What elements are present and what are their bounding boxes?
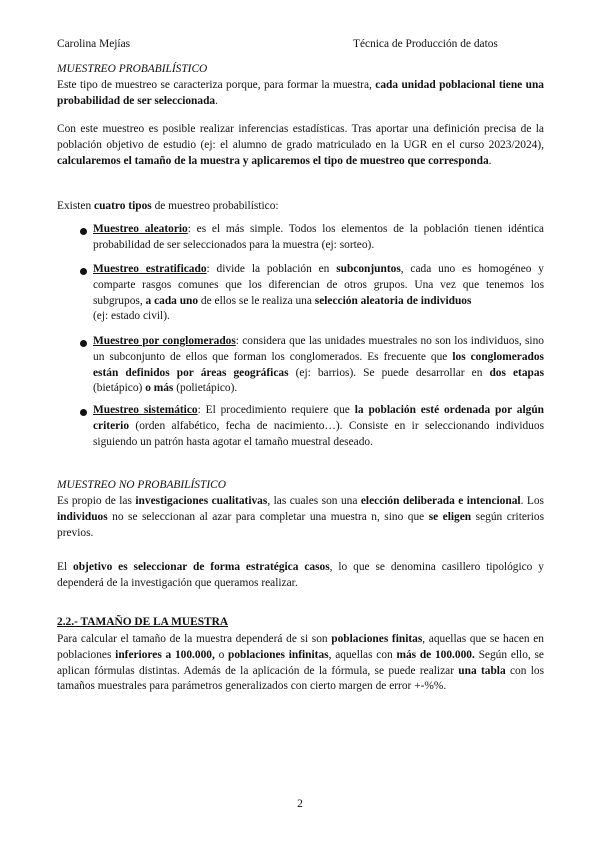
- paragraph-prob-inferencias: Con este muestreo es posible realizar inferencias estadísticas. Tras aportar una definición precisa de la población objetivo de estudio (ej: el alumno de grado matriculado en la UGR en el curso 2023/2024), calcularemos el tamaño de la muestra y aplicaremos el tipo de muestreo que corresponda.: [57, 123, 544, 167]
- section-title-no-probabilistico: MUESTREO NO PROBABILÍSTICO: [57, 479, 226, 491]
- list-item-estratificado: Muestreo estratificado: divide la población en subconjuntos, cada uno es homogéneo y comparte rasgos comunes que los diferencian de otros grupos. Una vez que tenemos los subgrupos, a cada uno de ellos se le realiza una selección aleatoria de individuos (ej: estado civil).: [93, 263, 545, 323]
- paragraph-prob-tipos: Existen cuatro tipos de muestreo probabilístico:: [57, 200, 279, 212]
- paragraph-tamano: Para calcular el tamaño de la muestra dependerá de si son poblaciones finitas, aquellas que se hacen en poblaciones inferiores a 100.000, o poblaciones infinitas, aquellas con más de 100.000. Según ello, se aplican fórmulas distintas. Además de la aplicación de la fórmula, se puede realizar una tabla con los tamaños muestrales para parámetros generalizados con cierto margen de error +-%%.: [57, 633, 544, 693]
- bullet-icon: [80, 409, 87, 416]
- header-author: Carolina Mejías: [57, 38, 131, 50]
- paragraph-noprob-objetivo: El objetivo es seleccionar de forma estratégica casos, lo que se denomina casillero tipológico y dependerá de la investigación que queramos realizar.: [57, 561, 544, 589]
- bullet-icon: [80, 228, 87, 235]
- bullet-icon: [80, 268, 87, 275]
- header-subject: Técnica de Producción de datos: [353, 38, 498, 50]
- list-item-aleatorio: Muestreo aleatorio: es el más simple. Todos los elementos de la población tienen idéntica probabilidad de ser seleccionados para la muestra (ej: sorteo).: [93, 223, 544, 251]
- paragraph-noprob-intro: Es propio de las investigaciones cualitativas, las cuales son una elección deliberada e intencional. Los individuos no se seleccionan al azar para completar una muestra n, sino que se eligen según criterios previos.: [57, 495, 545, 539]
- page-number: 2: [297, 798, 303, 810]
- section-title-tamano: 2.2.- TAMAÑO DE LA MUESTRA: [57, 616, 229, 628]
- list-item-sistematico: Muestreo sistemático: El procedimiento requiere que la población esté ordenada por algún criterio (orden alfabético, fecha de nacimiento…). Consiste en ir seleccionando individuos siguiendo un patrón hasta agotar el tamaño muestral deseado.: [93, 404, 544, 448]
- list-item-conglomerados: Muestreo por conglomerados: considera que las unidades muestrales no son los individuos, sino un subconjunto de ellos que forman los conglomerados. Es frecuente que los conglomerados están definidos por áreas geográficas (ej: barrios). Se puede desarrollar en dos etapas (bietápico) o más (polietápico).: [93, 335, 545, 395]
- paragraph-prob-intro: Este tipo de muestreo se caracteriza porque, para formar la muestra, cada unidad poblacional tiene una probabilidad de ser seleccionada.: [57, 79, 544, 107]
- section-title-probabilistico: MUESTREO PROBABILÍSTICO: [57, 63, 208, 75]
- bullet-icon: [80, 340, 87, 347]
